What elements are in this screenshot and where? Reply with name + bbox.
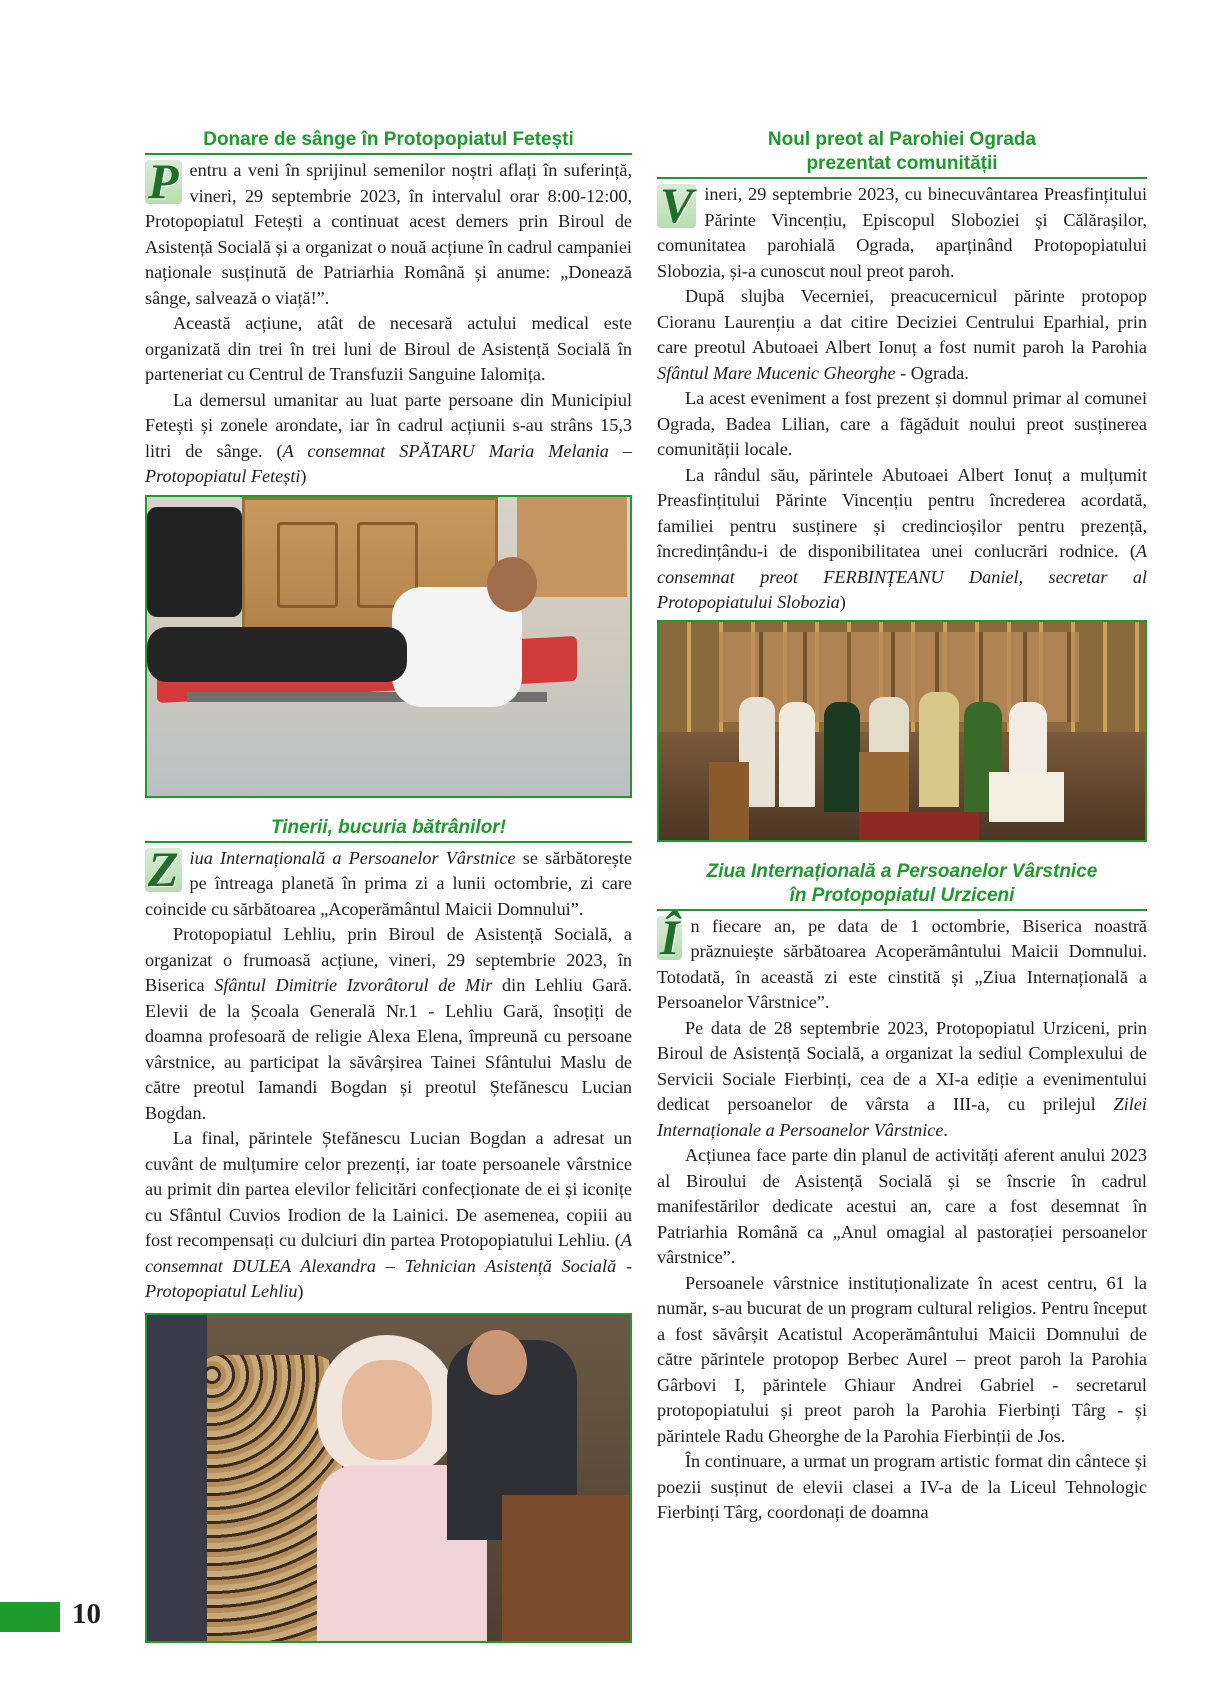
photo-elderly-group (145, 1313, 632, 1643)
left-column (145, 128, 632, 1643)
article-paragraph: La final, părintele Ștefănescu Lucian Bogdan a adresat un cuvânt de mulțumire celor prezenți, iar toate persoanele vârstnice au primit din partea elevilor felicitări confecționate de ei și iconițe cu Sfântul Cuvios Irodion de la Lainici. De asemenea, copiii au fost recompensați cu dulciuri din partea Protopopiatului Lehliu. (A consemnat DULEA Alexandra – Tehnician Asistență Socială - Protopopiatul Lehliu) (145, 1128, 632, 1301)
photo-church-service (657, 620, 1147, 842)
article-paragraph: La demersul umanitar au luat parte persoane din Municipiul Fetești și zonele arondate, iar în cadrul acțiunii s-au strâns 15,3 litri de sânge. (A consemnat SPĂTARU Maria Melania – Protopopiatul Fetești) (145, 389, 632, 486)
page-number-bar (0, 1602, 60, 1632)
article-paragraph: P entru a veni în sprijinul semenilor noștri aflați în suferință, vineri, 29 septembrie 2023, în intervalul orar 8:00-12:00, Protopopiatul Fetești a continuat acest demers prin Biroul de Asistență Socială și a organizat o nouă acțiune în cadrul campaniei naționale susținută de Patriarhia Română și anume: „Donează sânge, salvează o viață!”. (145, 153, 632, 308)
dropcap: V (657, 184, 696, 228)
photo-blood-donation (145, 495, 632, 798)
article-paragraph: La acest eveniment a fost prezent și domnul primar al comunei Ograda, Badea Lilian, care a făgăduit noului preot susținerea comunității locale. (657, 388, 1147, 459)
article-paragraph: La rândul său, părintele Abutoaei Albert Ionuț a mulțumit Preasfințitului Părinte Vincențiu pentru încrederea acordată, familiei pentru susținere și credincioșilor pentru prezență, încredințându-i de disponibilitatea unei conlucrări rodnice. (A consemnat preot FERBINȚEANU Daniel, secretar al Protopopiatului Slobozia) (657, 464, 1147, 612)
article-paragraph: Această acțiune, atât de necesară actului medical este organizată din trei în trei luni de Biroul de Asistență Socială în parteneriat cu Centrul de Transfuzii Sanguine Ialomița. (145, 313, 632, 384)
dropcap: Î (657, 916, 682, 960)
article-paragraph: În continuare, a urmat un program artistic format din cântece și poezii susținut de elevii clasei a IV-a de la Liceul Tehnologic Fierbinți Târg, coordonați de doamna (657, 1451, 1147, 1522)
article-paragraph: Persoanele vârstnice instituționalizate în acest centru, 61 la număr, s-au bucurat de un program cultural religios. Pentru început a fost săvârșit Acatistul Acoperământului Maicii Domnului de către părintele protopop Berbec Aurel – preot paroh la Parohia Gârbovi I, părintele Ghiaur Andrei Gabriel - secretarul protopopiatului și preot paroh la Parohia Fierbinți Târg - și părintele Radu Gheorghe de la Parohia Fierbinții de Jos. (657, 1272, 1147, 1446)
article-paragraph: Pe data de 28 septembrie 2023, Protopopiatul Urziceni, prin Biroul de Asistență Socială, a organizat la sediul Complexului de Servicii Sociale Fierbinți, cea de a XI-a ediție a evenimentului dedicat persoanelor de vârsta a III-a, cu prilejul Zilei Internaționale a Persoanelor Vârstnice. (657, 1017, 1147, 1140)
article-signature: A consemnat SPĂTARU Maria Melania – Protopopiatul Fetești (145, 440, 632, 486)
article-title-donare: Donare de sânge în Protopopiatul Fetești (145, 128, 632, 155)
page-number: 10 (72, 1598, 101, 1630)
article-paragraph: Î n fiecare an, pe data de 1 octombrie, Biserica noastră prăznuiește sărbătoarea Acoperământului Maicii Domnului. Totodată, în această zi este cinstită și „Ziua Internațională a Persoanelor Vârstnice”. (657, 908, 1147, 1012)
dropcap: P (145, 160, 182, 204)
article-title-urziceni: Ziua Internațională a Persoanelor Vârstnice în Protopopiatul Urziceni (657, 860, 1147, 911)
article-paragraph: Z iua Internațională a Persoanelor Vârstnice se sărbătorește pe întreaga planetă în prima zi a lunii octombrie, zi care coincide cu sărbătoarea „Acoperământul Maicii Domnului”. (145, 840, 632, 919)
article-paragraph: Acțiunea face parte din planul de activități aferent anului 2023 al Biroului de Asistență Socială și se înscrie în cadrul manifestărilor dedicate acestui an, care a fost desemnat în Patriarhia Română ca „Anul omagial al pastorației persoanelor vârstnice”. (657, 1145, 1147, 1267)
article-title-tinerii: Tinerii, bucuria bătrânilor! (145, 816, 632, 843)
article-signature: A consemnat DULEA Alexandra – Tehnician Asistență Socială - Protopopiatul Lehliu (145, 1230, 632, 1301)
dropcap: Z (145, 848, 182, 892)
article-signature: A consemnat preot FERBINȚEANU Daniel, secretar al Protopopiatului Slobozia (657, 541, 1147, 612)
right-column (657, 128, 1147, 1526)
article-paragraph: V ineri, 29 septembrie 2023, cu binecuvântarea Preasfințitului Părinte Vincențiu, Episcopul Sloboziei și Călărașilor, comunitatea parohială Ograda, aparținând Protopopiatului Slobozia, și-a cunoscut noul preot paroh. (657, 177, 1147, 281)
article-title-ograda: Noul preot al Parohiei Ograda prezentat comunității (657, 128, 1147, 179)
article-paragraph: Protopopiatul Lehliu, prin Biroul de Asistență Socială, a organizat o frumoasă acțiune, vineri, 29 septembrie 2023, în Biserica Sfântul Dimitrie Izvorâtorul de Mir din Lehliu Gară. Elevii de la Școala Generală Nr.1 - Lehliu Gară, însoțiți de doamna profesoară de religie Alexa Elena, împreună cu persoane vârstnice, au participat la săvârșirea Tainei Sfântului Maslu de către preotul Iamandi Bogdan și preotul Ștefănescu Lucian Bogdan. (145, 924, 632, 1123)
article-paragraph: După slujba Vecerniei, preacucernicul părinte protopop Cioranu Laurențiu a dat citire Deciziei Centrului Eparhial, prin care preotul Abutoaei Albert Ionuț a fost numit paroh la Parohia Sfântul Mare Mucenic Gheorghe - Ograda. (657, 286, 1147, 383)
